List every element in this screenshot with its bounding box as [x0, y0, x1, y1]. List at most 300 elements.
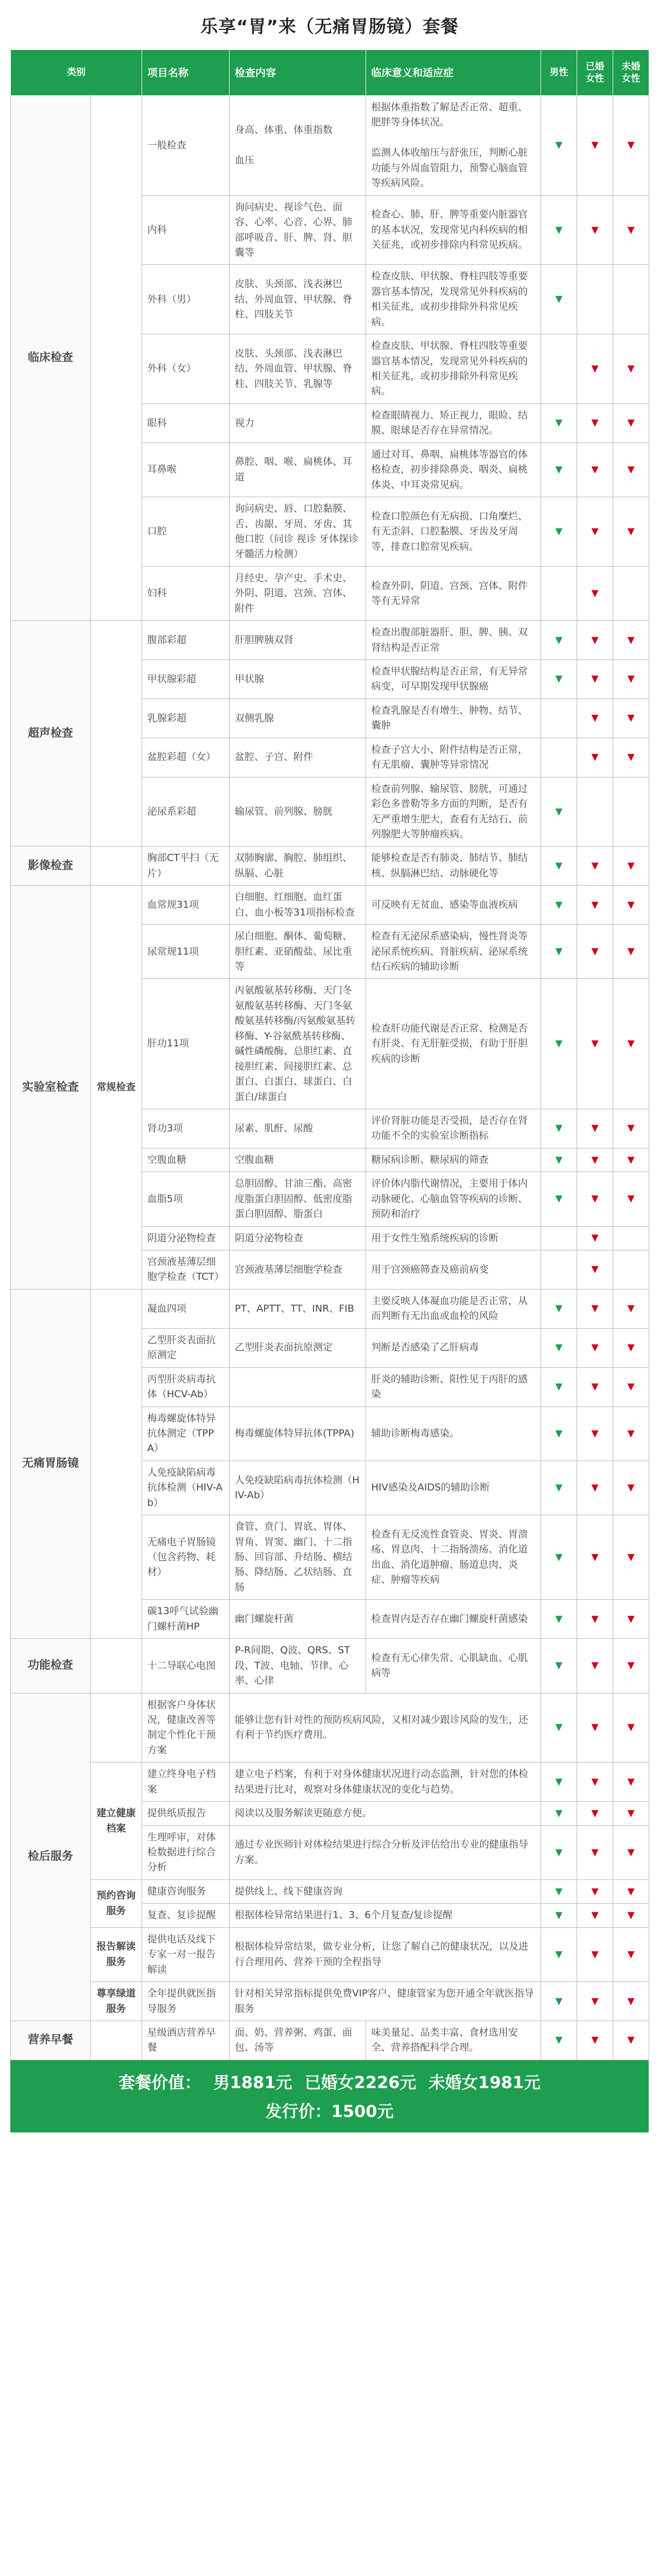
- check-icon: ▼: [555, 1613, 563, 1624]
- item-content: 根据体检异常结果，做专业分析，让您了解自己的健康状况，以及进行合理用药、营养干预的全程指导: [230, 1927, 541, 1981]
- unmarried-female-mark-cell: [613, 334, 649, 404]
- male-mark-cell: [541, 846, 577, 886]
- check-icon: ▼: [591, 464, 599, 475]
- unmarried-female-mark-cell: [613, 621, 649, 660]
- item-meaning: 检查甲状腺结构是否正常，有无异常病变，可早期发现甲状腺癌: [366, 660, 541, 699]
- item-content: 食管、贲门、胃底、胃体、胃角、胃窦、幽门、十二指肠、回盲部、升结肠、横结肠、降结肠、乙状结肠、直肠: [230, 1515, 366, 1600]
- item-content: P-R间期、Q波、QRS、ST段、T波、电轴、节律、心率、心律: [230, 1639, 366, 1693]
- male-price: 男1881元: [213, 2072, 292, 2092]
- unmarried-female-mark-cell: [613, 925, 649, 979]
- item-content: 甲状腺: [230, 660, 366, 699]
- check-icon: ▼: [627, 224, 635, 235]
- item-meaning: 肝炎的辅助诊断、阳性见于丙肝的感染: [366, 1367, 541, 1406]
- item-content: 宫颈液基薄层细胞学检查: [230, 1250, 366, 1290]
- married-female-mark-cell: [577, 96, 613, 196]
- male-mark-cell: [541, 1328, 577, 1367]
- category-cell: 影像检查: [11, 846, 91, 886]
- item-meaning: 检查出腹部脏器肝、胆、脾、胰、双肾结构是否正常: [366, 621, 541, 660]
- category-cell: 临床检查: [11, 96, 91, 621]
- unmarried-female-mark-cell: [613, 777, 649, 846]
- item-name: 复查、复诊提醒: [142, 1904, 230, 1927]
- male-mark-cell: [541, 1762, 577, 1802]
- check-icon: ▼: [555, 806, 563, 817]
- unmarried-female-mark-cell: [613, 566, 649, 620]
- item-content: 针对相关异常指标提供免费VIP客户、健康管家为您开通全年就医指导服务: [230, 1982, 541, 2021]
- category-cell: 超声检查: [11, 621, 91, 846]
- unmarried-female-mark-cell: [613, 265, 649, 334]
- check-icon: ▼: [591, 634, 599, 646]
- check-icon: ▼: [627, 1193, 635, 1205]
- item-content: 能够让您有针对性的预防疾病风险，又相对减少跟诊风险的发生，还有利于节约医疗费用。: [230, 1693, 541, 1762]
- item-name: 梅毒螺旋体特异抗体测定（TPPA）: [142, 1406, 230, 1461]
- category-cell: 检后服务: [11, 1693, 91, 2021]
- check-icon: ▼: [591, 140, 599, 151]
- item-content: [230, 1367, 366, 1406]
- subcategory-cell: [91, 2021, 142, 2060]
- check-icon: ▼: [627, 1551, 635, 1563]
- issue-price: 发行价：1500元: [265, 2101, 394, 2121]
- male-mark-cell: [541, 699, 577, 738]
- married-female-mark-cell: [577, 265, 613, 334]
- item-meaning: 用于宫颈癌筛查及癌前病变: [366, 1250, 541, 1290]
- unmarried-female-mark-cell: [613, 886, 649, 925]
- item-name: 全年提供就医指导服务: [142, 1982, 230, 2021]
- item-meaning: 检查有无泌尿系感染病，慢性肾炎等泌尿系统疾病、肾脏疾病、泌尿系统结石疾病的辅助诊断: [366, 925, 541, 979]
- item-name: 健康咨询服务: [142, 1879, 230, 1903]
- unmarried-female-mark-cell: [613, 979, 649, 1109]
- subcategory-cell: [91, 846, 142, 886]
- married-female-mark-cell: [577, 443, 613, 497]
- check-icon: ▼: [627, 1303, 635, 1314]
- item-name: 人免疫缺陷病毒抗体检测（HIV-Ab）: [142, 1461, 230, 1515]
- check-icon: ▼: [627, 1722, 635, 1733]
- item-meaning: 检查子宫大小、附件结构是否正常，有无肌瘤、囊肿等异常情况: [366, 738, 541, 777]
- check-icon: ▼: [555, 140, 563, 151]
- male-mark-cell: [541, 777, 577, 846]
- unmarried-female-mark-cell: [613, 846, 649, 886]
- item-meaning: 检查有无心律失常、心肌缺血、心肌病等: [366, 1639, 541, 1693]
- item-name: 盆腔彩超（女）: [142, 738, 230, 777]
- item-content: 面、奶、营养粥、鸡蛋、面包、汤等: [230, 2021, 366, 2060]
- check-icon: ▼: [591, 1232, 599, 1244]
- check-icon: ▼: [555, 899, 563, 910]
- male-mark-cell: [541, 566, 577, 620]
- item-name: 阴道分泌物检查: [142, 1226, 230, 1250]
- item-meaning: 检查有无反流性食管炎、胃炎、胃溃疡、胃息肉、十二指肠溃疡、消化道出血、消化道肿瘤、肠道息肉、炎症、肿瘤等疾病: [366, 1515, 541, 1600]
- price-line: [10, 2070, 649, 2093]
- married-female-mark-cell: [577, 979, 613, 1109]
- male-mark-cell: [541, 660, 577, 699]
- header-meaning: 临床意义和适应症: [366, 50, 541, 96]
- check-icon: ▼: [627, 1776, 635, 1787]
- subcategory-cell: [91, 96, 142, 621]
- item-content: 输尿管、前列腺、膀胱: [230, 777, 366, 846]
- married-female-mark-cell: [577, 1406, 613, 1461]
- check-icon: ▼: [627, 1154, 635, 1165]
- item-name: 凝血四项: [142, 1289, 230, 1328]
- table-row: [11, 2021, 649, 2060]
- item-content: 身高、体重、体重指数 血压: [230, 96, 366, 196]
- male-mark-cell: [541, 1406, 577, 1461]
- married-female-mark-cell: [577, 1802, 613, 1825]
- check-icon: ▼: [627, 363, 635, 375]
- check-icon: ▼: [591, 1886, 599, 1897]
- header-content: 检查内容: [230, 50, 366, 96]
- check-icon: ▼: [555, 417, 563, 429]
- item-name: 碳13呼气试验幽门螺杆菌HP: [142, 1600, 230, 1639]
- item-meaning: 检查乳腺是否有增生、肿物、结节、囊肿: [366, 699, 541, 738]
- male-mark-cell: [541, 1639, 577, 1693]
- male-mark-cell: [541, 403, 577, 443]
- check-icon: ▼: [627, 526, 635, 537]
- check-icon: ▼: [555, 1660, 563, 1671]
- check-icon: ▼: [591, 673, 599, 685]
- married-female-mark-cell: [577, 660, 613, 699]
- married-female-mark-cell: [577, 1639, 613, 1693]
- male-mark-cell: [541, 1600, 577, 1639]
- item-name: 空腹血糖: [142, 1148, 230, 1172]
- check-icon: ▼: [591, 1776, 599, 1787]
- item-name: 口腔: [142, 497, 230, 567]
- married-female-mark-cell: [577, 1328, 613, 1367]
- subcategory-cell: [91, 1639, 142, 1693]
- item-content: 梅毒螺旋体特异抗体(TPPA): [230, 1406, 366, 1461]
- item-content: 鼻腔、咽、喉、扁桃体、耳道: [230, 443, 366, 497]
- check-icon: ▼: [627, 1428, 635, 1439]
- check-icon: ▼: [627, 713, 635, 724]
- check-icon: ▼: [627, 1886, 635, 1897]
- check-icon: ▼: [627, 1038, 635, 1049]
- male-mark-cell: [541, 1250, 577, 1290]
- check-icon: ▼: [627, 1910, 635, 1921]
- item-name: 血常规31项: [142, 886, 230, 925]
- check-icon: ▼: [555, 1948, 563, 1960]
- male-mark-cell: [541, 1289, 577, 1328]
- check-icon: ▼: [591, 1551, 599, 1563]
- married-female-price: 已婚女2226元: [304, 2072, 417, 2092]
- subcategory-cell: 报告解读服务: [91, 1927, 142, 1981]
- check-icon: ▼: [591, 1807, 599, 1819]
- male-mark-cell: [541, 2021, 577, 2060]
- table-row: [11, 1927, 649, 1981]
- item-content: 盆腔、子宫、附件: [230, 738, 366, 777]
- table-row: [11, 1879, 649, 1903]
- married-female-mark-cell: [577, 566, 613, 620]
- male-mark-cell: [541, 443, 577, 497]
- check-icon: ▼: [555, 1342, 563, 1353]
- married-female-mark-cell: [577, 334, 613, 404]
- item-name: 甲状腺彩超: [142, 660, 230, 699]
- item-meaning: 可反映有无贫血、感染等血液疾病: [366, 886, 541, 925]
- item-content: 阴道分泌物检查: [230, 1226, 366, 1250]
- item-content: 询问病史、唇、口腔黏膜、舌、齿龈、牙周、牙齿、其他口腔（问诊 视诊 牙体探诊 牙髓活力检测）: [230, 497, 366, 567]
- male-mark-cell: [541, 1927, 577, 1981]
- check-icon: ▼: [555, 946, 563, 957]
- unmarried-female-mark-cell: [613, 403, 649, 443]
- male-mark-cell: [541, 1367, 577, 1406]
- check-icon: ▼: [591, 417, 599, 429]
- unmarried-female-mark-cell: [613, 1148, 649, 1172]
- check-icon: ▼: [627, 1381, 635, 1393]
- male-mark-cell: [541, 1226, 577, 1250]
- unmarried-female-mark-cell: [613, 195, 649, 265]
- item-content: 尿素、肌酐、尿酸: [230, 1109, 366, 1148]
- subcategory-cell: 常规检查: [91, 886, 142, 1290]
- male-mark-cell: [541, 738, 577, 777]
- item-meaning: 检查皮肤、甲状腺、脊柱四肢等重要器官基本情况，发现常见外科疾病的相关征兆，或初步排除外科常见疾病。: [366, 265, 541, 334]
- married-female-mark-cell: [577, 1250, 613, 1290]
- check-icon: ▼: [627, 1995, 635, 2007]
- item-content: 肝胆脾胰双肾: [230, 621, 366, 660]
- item-content: 丙氨酸氨基转移酶、天门冬氨酸氨基转移酶、天门冬氨酸氨基转移酶/丙氨酸氨基转移酶、Y-谷氨酰基转移酶、碱性磷酸酶、总胆红素、直接胆红素、间接胆红素、总蛋白、白蛋白、球蛋白、白蛋白/球蛋白: [230, 979, 366, 1109]
- check-icon: ▼: [555, 1123, 563, 1134]
- check-icon: ▼: [591, 1264, 599, 1275]
- male-mark-cell: [541, 1802, 577, 1825]
- married-female-mark-cell: [577, 621, 613, 660]
- check-icon: ▼: [591, 1995, 599, 2007]
- check-icon: ▼: [627, 673, 635, 685]
- check-icon: ▼: [591, 1038, 599, 1049]
- check-icon: ▼: [591, 224, 599, 235]
- table-row: [11, 1693, 649, 1762]
- check-icon: ▼: [555, 224, 563, 235]
- married-female-mark-cell: [577, 403, 613, 443]
- married-female-mark-cell: [577, 1515, 613, 1600]
- check-icon: ▼: [591, 1342, 599, 1353]
- item-meaning: 判断是否感染了乙肝病毒: [366, 1328, 541, 1367]
- item-name: 血脂5项: [142, 1172, 230, 1226]
- item-name: 生理呼审，对体检数据进行综合分析: [142, 1825, 230, 1879]
- item-content: 询问病史、视诊气色、面容、心率、心音、心界、肺部呼吸音、肝、脾、肾、胆囊等: [230, 195, 366, 265]
- check-icon: ▼: [555, 1910, 563, 1921]
- male-mark-cell: [541, 1172, 577, 1226]
- married-female-mark-cell: [577, 1927, 613, 1981]
- item-name: 肝功11项: [142, 979, 230, 1109]
- check-icon: ▼: [555, 673, 563, 685]
- item-meaning: 糖尿病诊断、糖尿病的筛查: [366, 1148, 541, 1172]
- married-female-mark-cell: [577, 497, 613, 567]
- unmarried-female-mark-cell: [613, 1802, 649, 1825]
- male-mark-cell: [541, 1461, 577, 1515]
- check-icon: ▼: [591, 1722, 599, 1733]
- check-icon: ▼: [591, 1381, 599, 1393]
- married-female-mark-cell: [577, 1289, 613, 1328]
- unmarried-female-mark-cell: [613, 1109, 649, 1148]
- item-meaning: 检查皮肤、甲状腺、脊柱四肢等重要器官基本情况，发现常见外科疾病的相关征兆，或初步排除外科常见疾病。: [366, 334, 541, 404]
- male-mark-cell: [541, 265, 577, 334]
- unmarried-female-mark-cell: [613, 1226, 649, 1250]
- item-meaning: HIV感染及AIDS的辅助诊断: [366, 1461, 541, 1515]
- check-icon: ▼: [627, 464, 635, 475]
- married-female-mark-cell: [577, 1600, 613, 1639]
- married-female-mark-cell: [577, 1367, 613, 1406]
- married-female-mark-cell: [577, 777, 613, 846]
- category-cell: 功能检查: [11, 1639, 91, 1693]
- table-row: [11, 886, 649, 925]
- check-icon: ▼: [555, 860, 563, 871]
- item-meaning: 通过对耳、鼻咽、扁桃体等器官的体格检查，初步排除鼻炎、咽炎、扁桃体炎、中耳炎常见病。: [366, 443, 541, 497]
- item-content: 尿白细胞、酮体、葡萄糖、胆红素、亚硝酸盐、尿比重等: [230, 925, 366, 979]
- item-name: 星级酒店营养早餐: [142, 2021, 230, 2060]
- subcategory-cell: 预约咨询服务: [91, 1879, 142, 1927]
- header-unmarried-female: 未婚女性: [613, 50, 649, 96]
- header-category: 类别: [11, 50, 142, 96]
- item-content: 人免疫缺陷病毒抗体检测（HIV-Ab）: [230, 1461, 366, 1515]
- item-meaning: 评价体内脂代谢情况，主要用于体内动脉硬化、心脑血管等疾病的诊断、预防和治疗: [366, 1172, 541, 1226]
- item-name: 无痛电子胃肠镜（包含药物、耗材）: [142, 1515, 230, 1600]
- married-female-mark-cell: [577, 738, 613, 777]
- check-icon: ▼: [591, 1948, 599, 1960]
- unmarried-female-mark-cell: [613, 1406, 649, 1461]
- check-icon: ▼: [555, 1807, 563, 1819]
- item-meaning: 能够检查是否有肺炎、肺结节、肺结核、纵膈淋巴结、动脉硬化等: [366, 846, 541, 886]
- unmarried-female-mark-cell: [613, 699, 649, 738]
- table-row: [11, 1639, 649, 1693]
- item-content: 总胆固醇、甘油三酯、高密度脂蛋白胆固醇、低密度脂蛋白胆固醇、脂蛋白: [230, 1172, 366, 1226]
- check-icon: ▼: [591, 1303, 599, 1314]
- item-meaning: 检查前列腺、输尿管、膀胱，可通过彩色多普勒等多方面的判断，是否有无严重增生肥大，查看有无结石、前列腺肥大等肿瘤疾病。: [366, 777, 541, 846]
- married-female-mark-cell: [577, 1904, 613, 1927]
- item-meaning: 检查心、肺、肝、脾等重要内脏器官的基本状况，发现常见内科疾病的相关征兆，或初步排除内科常见疾病。: [366, 195, 541, 265]
- unmarried-female-mark-cell: [613, 1693, 649, 1762]
- item-content: 白细胞、红细胞、血红蛋白、血小板等31项指标检查: [230, 886, 366, 925]
- item-name: 根据客户身体状况，健康改善等制定个性化干预方案: [142, 1693, 230, 1762]
- check-icon: ▼: [591, 899, 599, 910]
- header-married-female: 已婚女性: [577, 50, 613, 96]
- male-mark-cell: [541, 1148, 577, 1172]
- unmarried-female-mark-cell: [613, 738, 649, 777]
- male-mark-cell: [541, 1879, 577, 1903]
- check-icon: ▼: [555, 526, 563, 537]
- item-meaning: 用于女性生殖系统疾病的诊断: [366, 1226, 541, 1250]
- item-content: 建立电子档案，有利于对身体健康状况进行动态监测，针对您的体检结果进行比对，观察对身体健康状况的变化与趋势。: [230, 1762, 541, 1802]
- check-icon: ▼: [591, 946, 599, 957]
- item-content: 月经史、孕产史、手术史、外阴、阴道、宫颈、宫体、附件: [230, 566, 366, 620]
- item-meaning: 主要反映人体凝血功能是否正常，从而判断有无出血或血栓的风险: [366, 1289, 541, 1328]
- check-icon: ▼: [627, 1846, 635, 1858]
- married-female-mark-cell: [577, 2021, 613, 2060]
- check-icon: ▼: [627, 2035, 635, 2046]
- male-mark-cell: [541, 1109, 577, 1148]
- married-female-mark-cell: [577, 699, 613, 738]
- check-icon: ▼: [591, 1193, 599, 1205]
- check-icon: ▼: [627, 140, 635, 151]
- check-icon: ▼: [591, 588, 599, 599]
- unmarried-female-mark-cell: [613, 1250, 649, 1290]
- married-female-mark-cell: [577, 1172, 613, 1226]
- category-cell: 营养早餐: [11, 2021, 91, 2060]
- married-female-mark-cell: [577, 1762, 613, 1802]
- check-icon: ▼: [591, 363, 599, 375]
- item-name: 肾功3项: [142, 1109, 230, 1148]
- check-icon: ▼: [627, 634, 635, 646]
- subcategory-cell: [91, 1289, 142, 1638]
- check-icon: ▼: [555, 464, 563, 475]
- unmarried-female-mark-cell: [613, 660, 649, 699]
- married-female-mark-cell: [577, 1825, 613, 1879]
- page-title: 乐享“胃”来（无痛胃肠镜）套餐: [200, 16, 459, 37]
- check-icon: ▼: [591, 1660, 599, 1671]
- check-icon: ▼: [627, 946, 635, 957]
- male-mark-cell: [541, 979, 577, 1109]
- item-content: PT、APTT、TT、INR、FIB: [230, 1289, 366, 1328]
- check-icon: ▼: [555, 1482, 563, 1494]
- item-name: 眼科: [142, 403, 230, 443]
- check-icon: ▼: [627, 752, 635, 763]
- check-icon: ▼: [555, 1038, 563, 1049]
- item-name: 泌尿系彩超: [142, 777, 230, 846]
- check-icon: ▼: [591, 526, 599, 537]
- check-icon: ▼: [627, 1948, 635, 1960]
- check-icon: ▼: [555, 294, 563, 305]
- item-name: 外科（男）: [142, 265, 230, 334]
- item-name: 妇科: [142, 566, 230, 620]
- check-icon: ▼: [555, 1995, 563, 2007]
- check-icon: ▼: [627, 860, 635, 871]
- check-icon: ▼: [627, 417, 635, 429]
- married-female-mark-cell: [577, 1148, 613, 1172]
- item-name: 耳鼻喉: [142, 443, 230, 497]
- item-name: 外科（女）: [142, 334, 230, 404]
- unmarried-female-mark-cell: [613, 1461, 649, 1515]
- item-name: 提供纸质报告: [142, 1802, 230, 1825]
- male-mark-cell: [541, 886, 577, 925]
- check-icon: ▼: [555, 2035, 563, 2046]
- male-mark-cell: [541, 1982, 577, 2021]
- table-row: [11, 1982, 649, 2021]
- check-icon: ▼: [555, 1303, 563, 1314]
- married-female-mark-cell: [577, 1879, 613, 1903]
- check-icon: ▼: [591, 2035, 599, 2046]
- check-icon: ▼: [591, 752, 599, 763]
- check-icon: ▼: [555, 1154, 563, 1165]
- check-icon: ▼: [591, 1482, 599, 1494]
- item-name: 一般检查: [142, 96, 230, 196]
- check-icon: ▼: [555, 1722, 563, 1733]
- male-mark-cell: [541, 497, 577, 567]
- item-content: 皮肤、头颈部、浅表淋巴结、外周血管、甲状腺、脊柱、四肢关节、乳腺等: [230, 334, 366, 404]
- unmarried-female-mark-cell: [613, 1367, 649, 1406]
- unmarried-female-mark-cell: [613, 497, 649, 567]
- unmarried-female-mark-cell: [613, 1328, 649, 1367]
- item-name: 十二导联心电图: [142, 1639, 230, 1693]
- item-content: 根据体检异常结果进行1、3、6个月复查/复诊提醒: [230, 1904, 541, 1927]
- subcategory-cell: 建立健康档案: [91, 1762, 142, 1880]
- check-icon: ▼: [627, 1660, 635, 1671]
- male-mark-cell: [541, 621, 577, 660]
- item-name: 宫颈液基薄层细胞学检查（TCT）: [142, 1250, 230, 1290]
- check-icon: ▼: [555, 634, 563, 646]
- check-icon: ▼: [627, 1123, 635, 1134]
- item-content: 双侧乳腺: [230, 699, 366, 738]
- male-mark-cell: [541, 1825, 577, 1879]
- item-name: 内科: [142, 195, 230, 265]
- married-female-mark-cell: [577, 886, 613, 925]
- male-mark-cell: [541, 1515, 577, 1600]
- table-header: [11, 50, 649, 96]
- item-content: 通过专业医师针对体检结果进行综合分析及评估给出专业的健康指导方案。: [230, 1825, 541, 1879]
- item-meaning: 检查外阴、阴道、宫颈、宫体、附件等有无异常: [366, 566, 541, 620]
- item-content: 双肺胸廓、胸腔、肺组织、纵膈、心脏: [230, 846, 366, 886]
- married-female-mark-cell: [577, 1226, 613, 1250]
- check-icon: ▼: [591, 1154, 599, 1165]
- item-name: 乙型肝炎表面抗原测定: [142, 1328, 230, 1367]
- check-icon: ▼: [555, 1776, 563, 1787]
- male-mark-cell: [541, 96, 577, 196]
- check-icon: ▼: [627, 1613, 635, 1624]
- item-name: 建立终身电子档案: [142, 1762, 230, 1802]
- married-female-mark-cell: [577, 195, 613, 265]
